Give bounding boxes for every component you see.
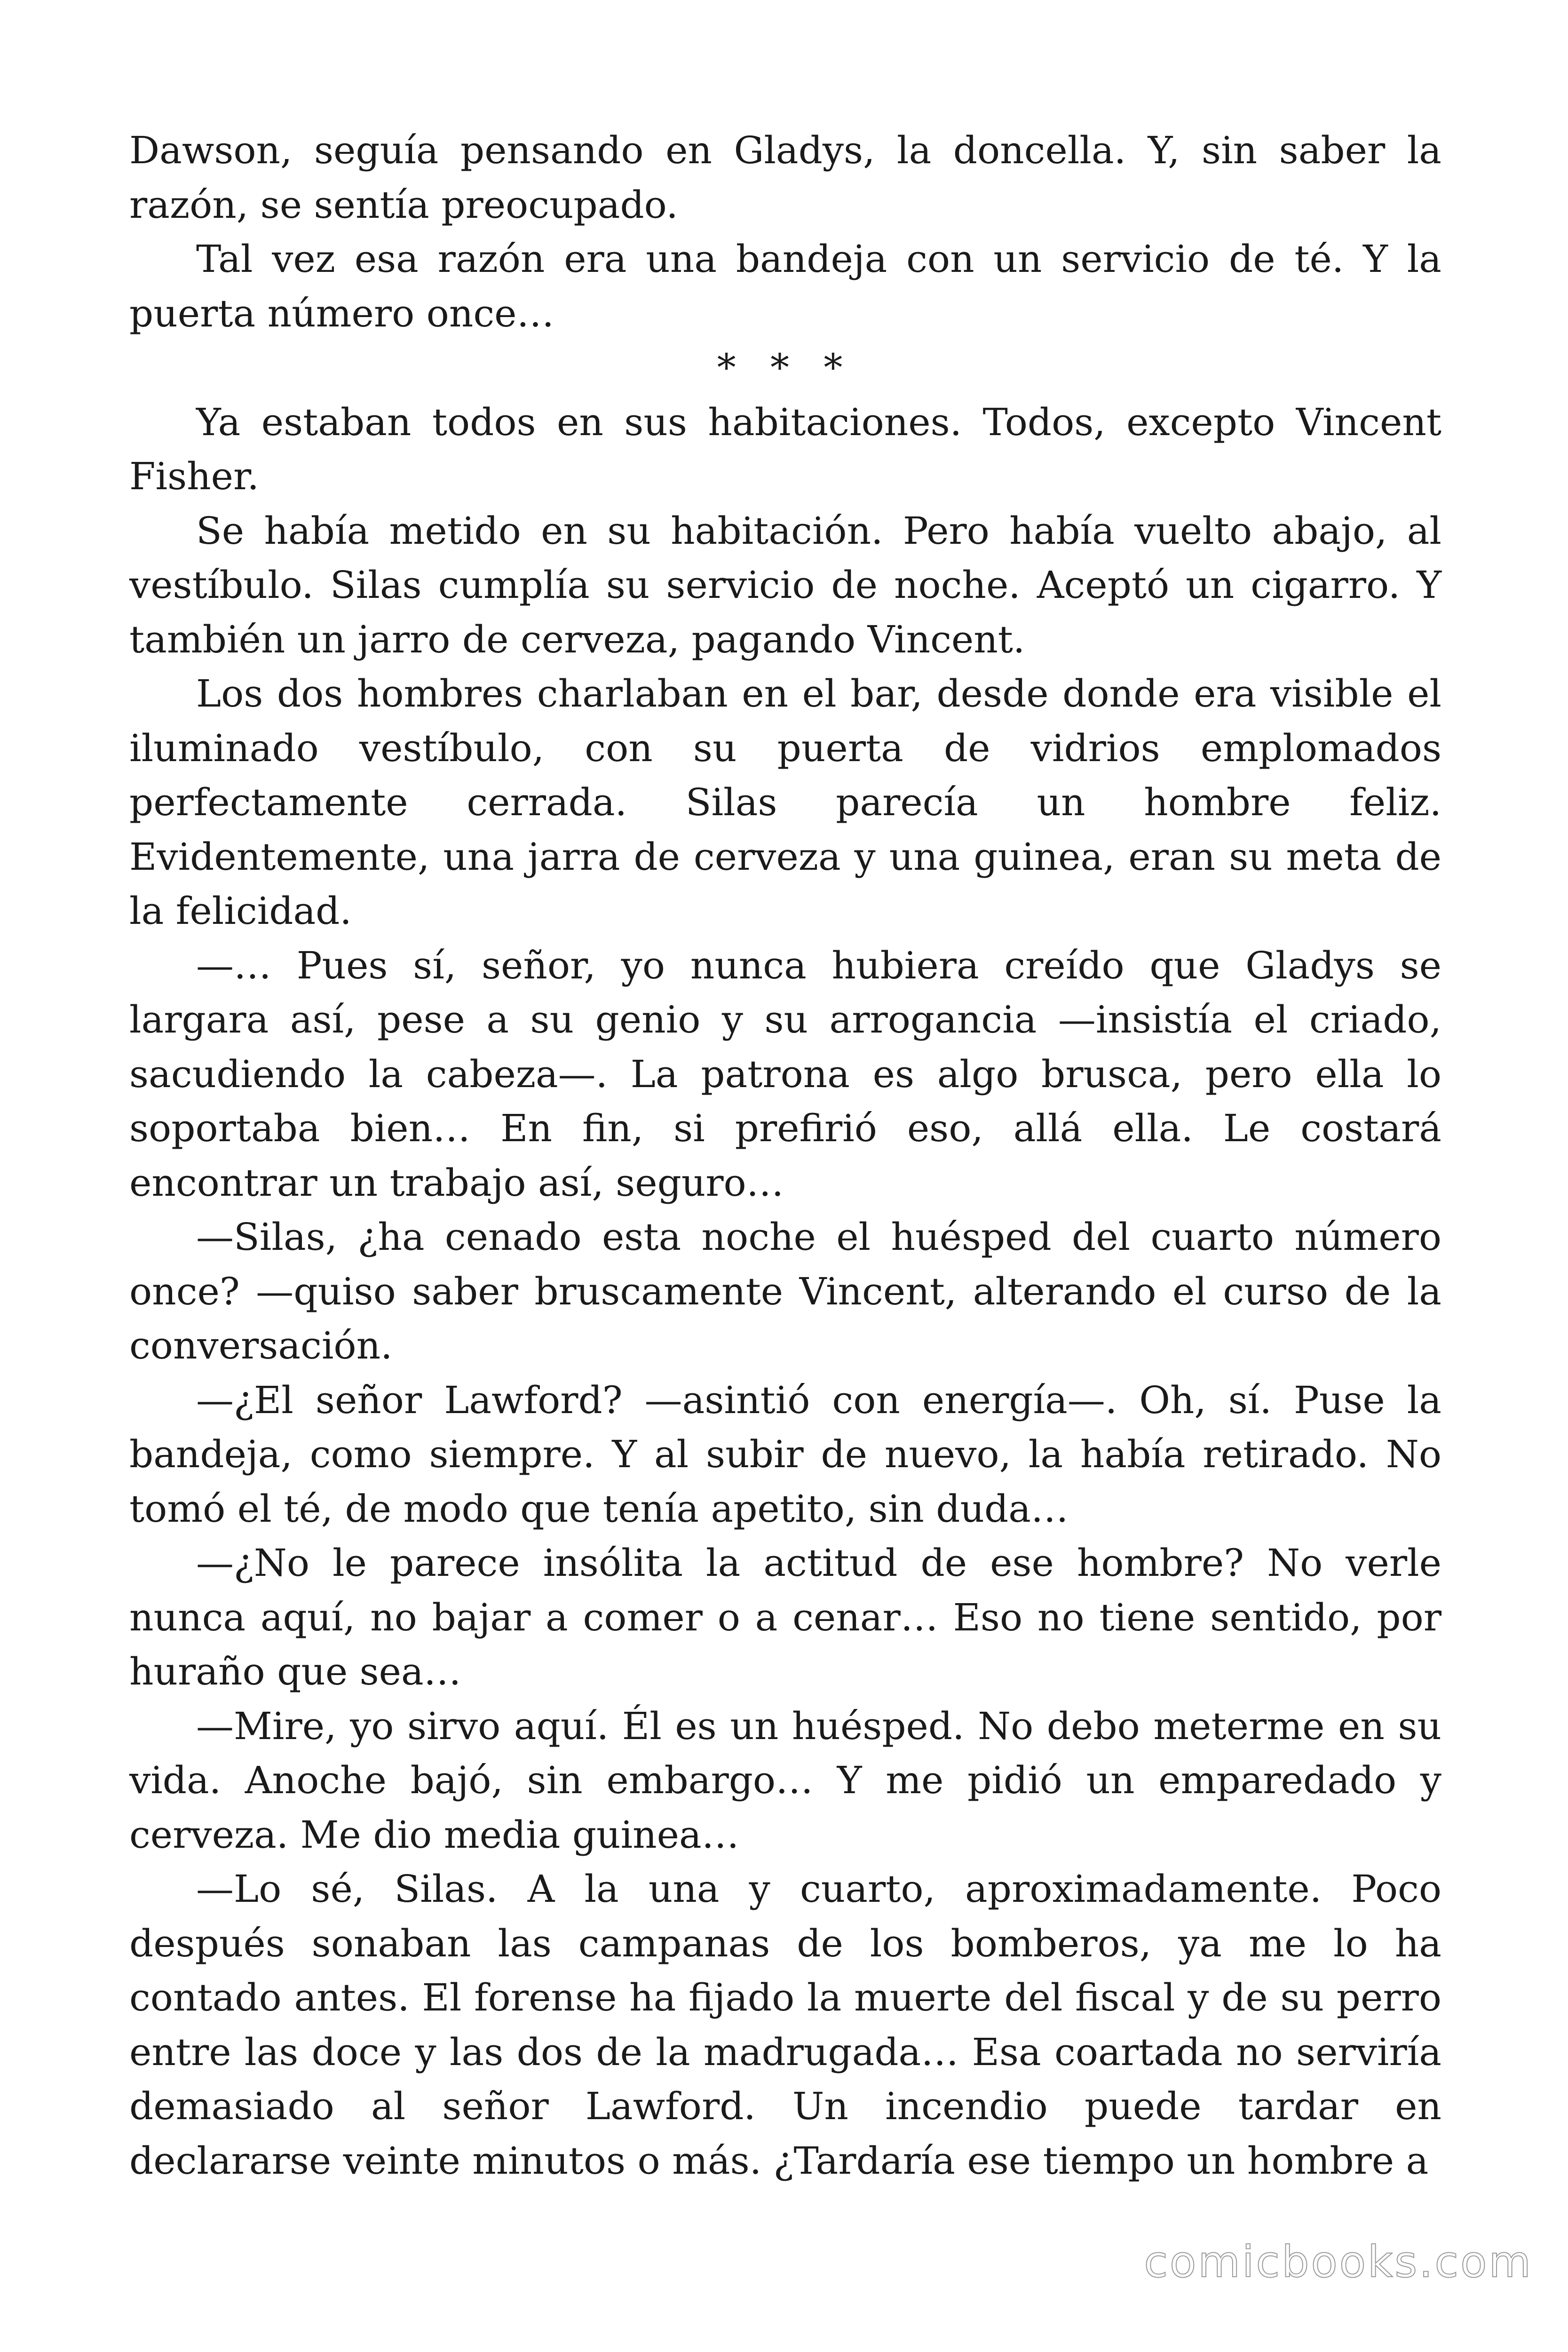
dialogue-paragraph: —¿El señor Lawford? —asintió con energía—. Oh, sí. Puse la bandeja, como siempre. Y al subir de nuevo, la había retirado. No tomó el té, de modo que tenía apetito, sin duda… (129, 1378, 1441, 1531)
dialogue-paragraph: —¿No le parece insólita la actitud de ese hombre? No verle nunca aquí, no bajar a comer o a cenar… Eso no tiene sentido, por huraño que sea… (129, 1541, 1441, 1693)
paragraph: Los dos hombres charlaban en el bar, desde donde era visible el iluminado vestíbulo, con su puerta de vidrios emplomados perfectamente cerrada. Silas parecía un hombre feliz. Evidentemente, una jarra de cerveza y una guinea, eran su meta de la felicidad. (129, 672, 1441, 933)
dialogue-paragraph: —… Pues sí, señor, yo nunca hubiera creído que Gladys se largara así, pese a su genio y su arrogancia —insistía el criado, sacudiendo la cabeza—. La patrona es algo brusca, pero ella lo soportaba bien… En fin, si prefirió eso, allá ella. Le costará encontrar un trabajo así, seguro… (129, 943, 1441, 1205)
dialogue-paragraph: —Silas, ¿ha cenado esta noche el huésped del cuarto número once? —quiso saber bruscamente Vincent, alterando el curso de la conversación. (129, 1215, 1441, 1367)
dialogue-paragraph: —Lo sé, Silas. A la una y cuarto, aproximadamente. Poco después sonaban las campanas de los bomberos, ya me lo ha contado antes. El forense ha fijado la muerte del fiscal y de su perro entre las doce y las dos de la madrugada… Esa coartada no serviría demasiado al señor Lawford. Un incendio puede tardar en declararse veinte minutos o más. ¿Tardaría ese tiempo un hombre a (129, 1867, 1441, 2183)
section-separator: * * * (717, 346, 854, 389)
watermark-logo: comicbooks.com (1144, 2237, 1533, 2287)
paragraph: Tal vez esa razón era una bandeja con un servicio de té. Y la puerta número once… (129, 237, 1441, 335)
dialogue-paragraph: —Mire, yo sirvo aquí. Él es un huésped. No debo meterme en su vida. Anoche bajó, sin embargo… Y me pidió un emparedado y cerveza. Me dio media guinea… (129, 1704, 1441, 1857)
paragraph: Se había metido en su habitación. Pero había vuelto abajo, al vestíbulo. Silas cumplía su servicio de noche. Aceptó un cigarro. Y también un jarro de cerveza, pagando Vincent. (129, 509, 1441, 661)
page-text (129, 123, 1441, 2188)
paragraph: Ya estaban todos en sus habitaciones. Todos, excepto Vincent Fisher. (129, 400, 1441, 498)
paragraph-continuation: Dawson, seguía pensando en Gladys, la doncella. Y, sin saber la razón, se sentía preocupado. (129, 128, 1441, 227)
